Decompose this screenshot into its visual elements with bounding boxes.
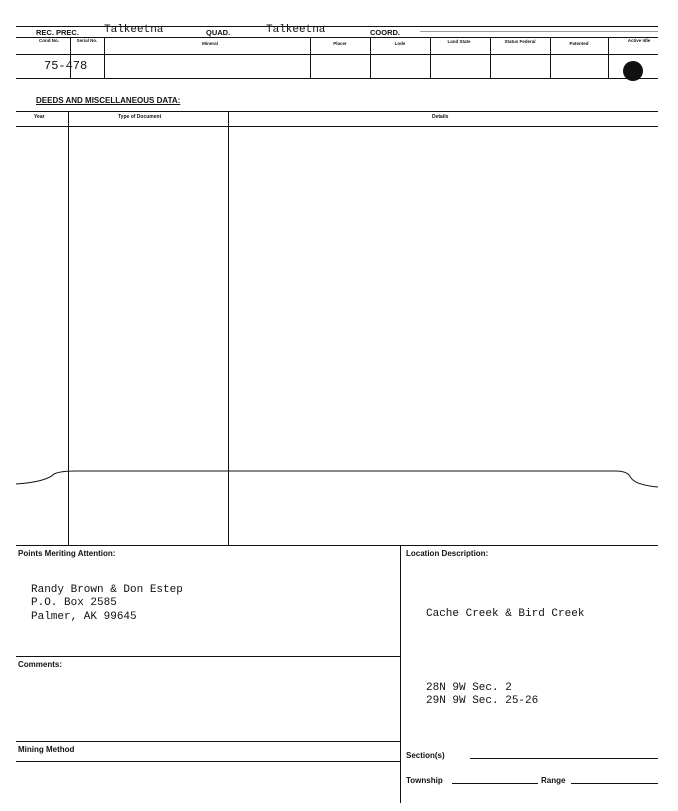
col-cond-no: Cond No. <box>39 38 59 43</box>
points-line-3: Palmer, AK 99645 <box>31 611 137 623</box>
cond-no-value: 75-478 <box>44 59 88 73</box>
location-value: Cache Creek & Bird Creek <box>426 608 585 620</box>
col-serial-no: Serial No. <box>76 38 98 43</box>
col-status-federal: Status Federal <box>504 39 536 44</box>
col-patented: Patented <box>569 41 589 46</box>
legal-line-2: 29N 9W Sec. 25-26 <box>426 695 539 707</box>
col-type: Type of Document <box>118 114 162 120</box>
col-lode: Lode <box>394 41 406 46</box>
location-label: Location Description: <box>406 549 489 558</box>
rec-prec-value: Talkeetna <box>104 24 164 36</box>
fold-line <box>16 470 658 494</box>
points-line-2: P.O. Box 2585 <box>31 597 117 609</box>
active-marker <box>623 61 643 81</box>
points-label: Points Meriting Attention: <box>18 549 116 558</box>
quad-label: QUAD. <box>206 28 231 37</box>
col-active-idle: Active Idle <box>627 38 651 43</box>
range-label: Range <box>541 776 566 785</box>
col-land-state: Land State <box>447 39 471 44</box>
deeds-title: DEEDS AND MISCELLANEOUS DATA: <box>36 96 181 105</box>
coord-label: COORD. <box>370 28 400 37</box>
mining-method-label: Mining Method <box>18 745 75 754</box>
col-mineral: Mineral <box>202 41 218 46</box>
col-details: Details <box>432 114 449 120</box>
col-year: Year <box>34 114 45 120</box>
rec-prec-label: REC. PREC. <box>36 28 79 37</box>
legal-line-1: 28N 9W Sec. 2 <box>426 682 512 694</box>
township-label: Township <box>406 776 443 785</box>
points-line-1: Randy Brown & Don Estep <box>31 584 183 596</box>
comments-label: Comments: <box>18 660 63 669</box>
quad-value: Talkeetna <box>266 24 326 36</box>
col-placer: Placer <box>333 41 347 46</box>
sections-label: Section(s) <box>406 751 445 760</box>
